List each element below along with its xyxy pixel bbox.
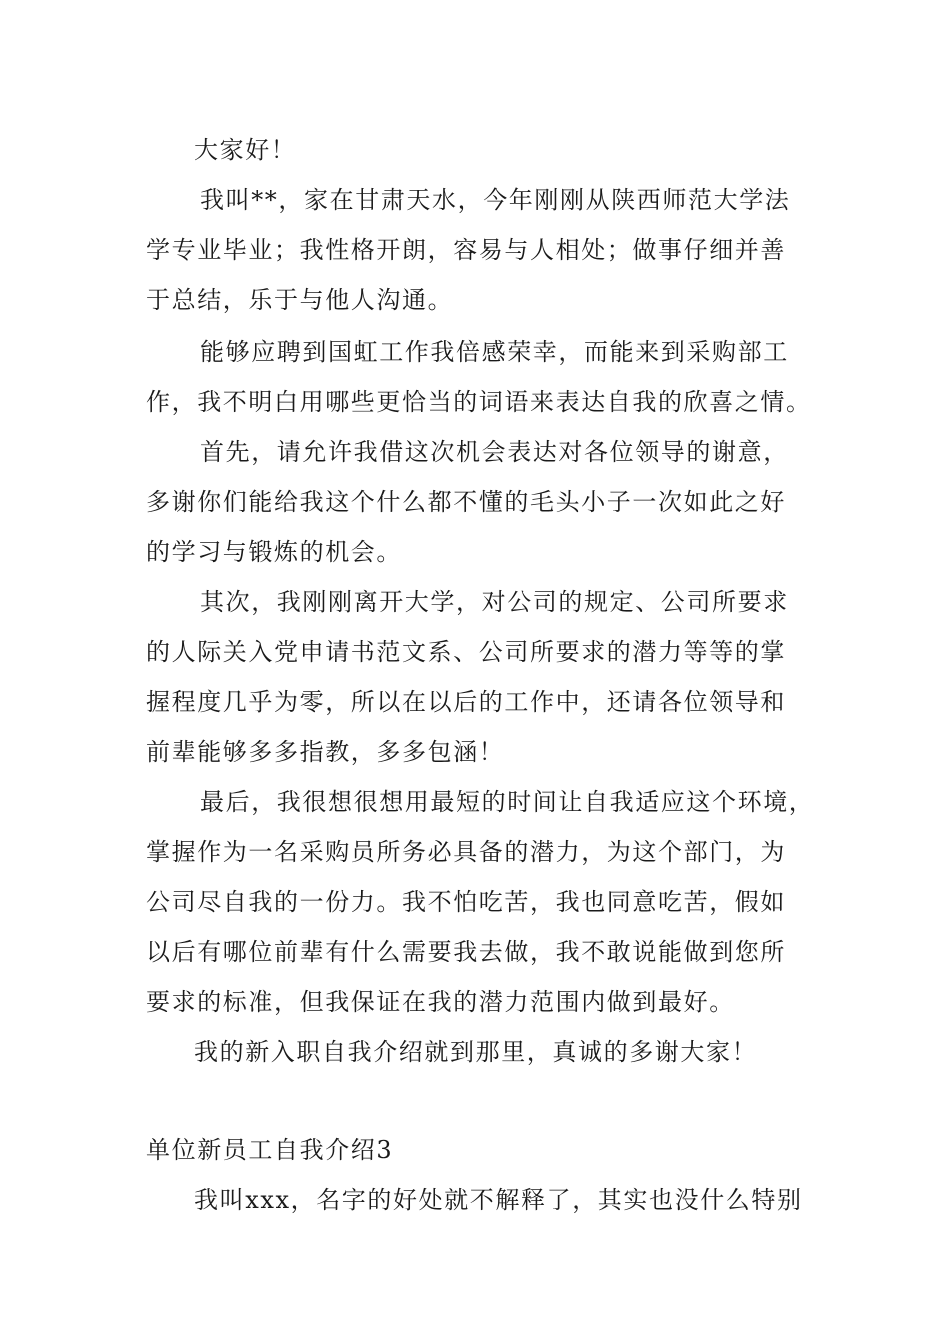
paragraph-line: 能够应聘到国虹工作我倍感荣幸，而能来到采购部工 xyxy=(200,338,789,366)
paragraph-line: 前辈能够多多指教，多多包涵！ xyxy=(146,738,505,766)
paragraph-line: 其次，我刚刚离开大学，对公司的规定、公司所要求 xyxy=(200,588,789,616)
paragraph-line: 掌握作为一名采购员所务必具备的潜力，为这个部门，为 xyxy=(146,838,786,866)
paragraph-line: 最后，我很想很想用最短的时间让自我适应这个环境， xyxy=(200,788,815,816)
paragraph-line: 作，我不明白用哪些更恰当的词语来表达自我的欣喜之情。 xyxy=(146,388,812,416)
closing-line: 我的新入职自我介绍就到那里，真诚的多谢大家！ xyxy=(194,1038,758,1066)
paragraph-line: 多谢你们能给我这个什么都不懂的毛头小子一次如此之好 xyxy=(146,488,786,516)
paragraph-line: 要求的标准，但我保证在我的潜力范围内做到最好。 xyxy=(146,988,735,1016)
paragraph-line: 的学习与锻炼的机会。 xyxy=(146,538,402,566)
paragraph-line: 公司尽自我的一份力。我不怕吃苦，我也同意吃苦，假如 xyxy=(146,888,786,916)
paragraph-line: 以后有哪位前辈有什么需要我去做，我不敢说能做到您所 xyxy=(146,938,786,966)
paragraph-line: 我叫xxx，名字的好处就不解释了，其实也没什么特别 xyxy=(194,1186,803,1214)
section-heading: 单位新员工自我介绍3 xyxy=(146,1136,394,1164)
paragraph-line: 首先，请允许我借这次机会表达对各位领导的谢意， xyxy=(200,438,789,466)
paragraph-line: 学专业毕业；我性格开朗，容易与人相处；做事仔细并善 xyxy=(146,236,786,264)
paragraph-line: 我叫**，家在甘肃天水，今年刚刚从陕西师范大学法 xyxy=(200,186,791,214)
greeting-line: 大家好！ xyxy=(194,136,297,164)
paragraph-line: 于总结，乐于与他人沟通。 xyxy=(146,286,454,314)
paragraph-line: 握程度几乎为零，所以在以后的工作中，还请各位领导和 xyxy=(146,688,786,716)
paragraph-line: 的人际关入党申请书范文系、公司所要求的潜力等等的掌 xyxy=(146,638,786,666)
